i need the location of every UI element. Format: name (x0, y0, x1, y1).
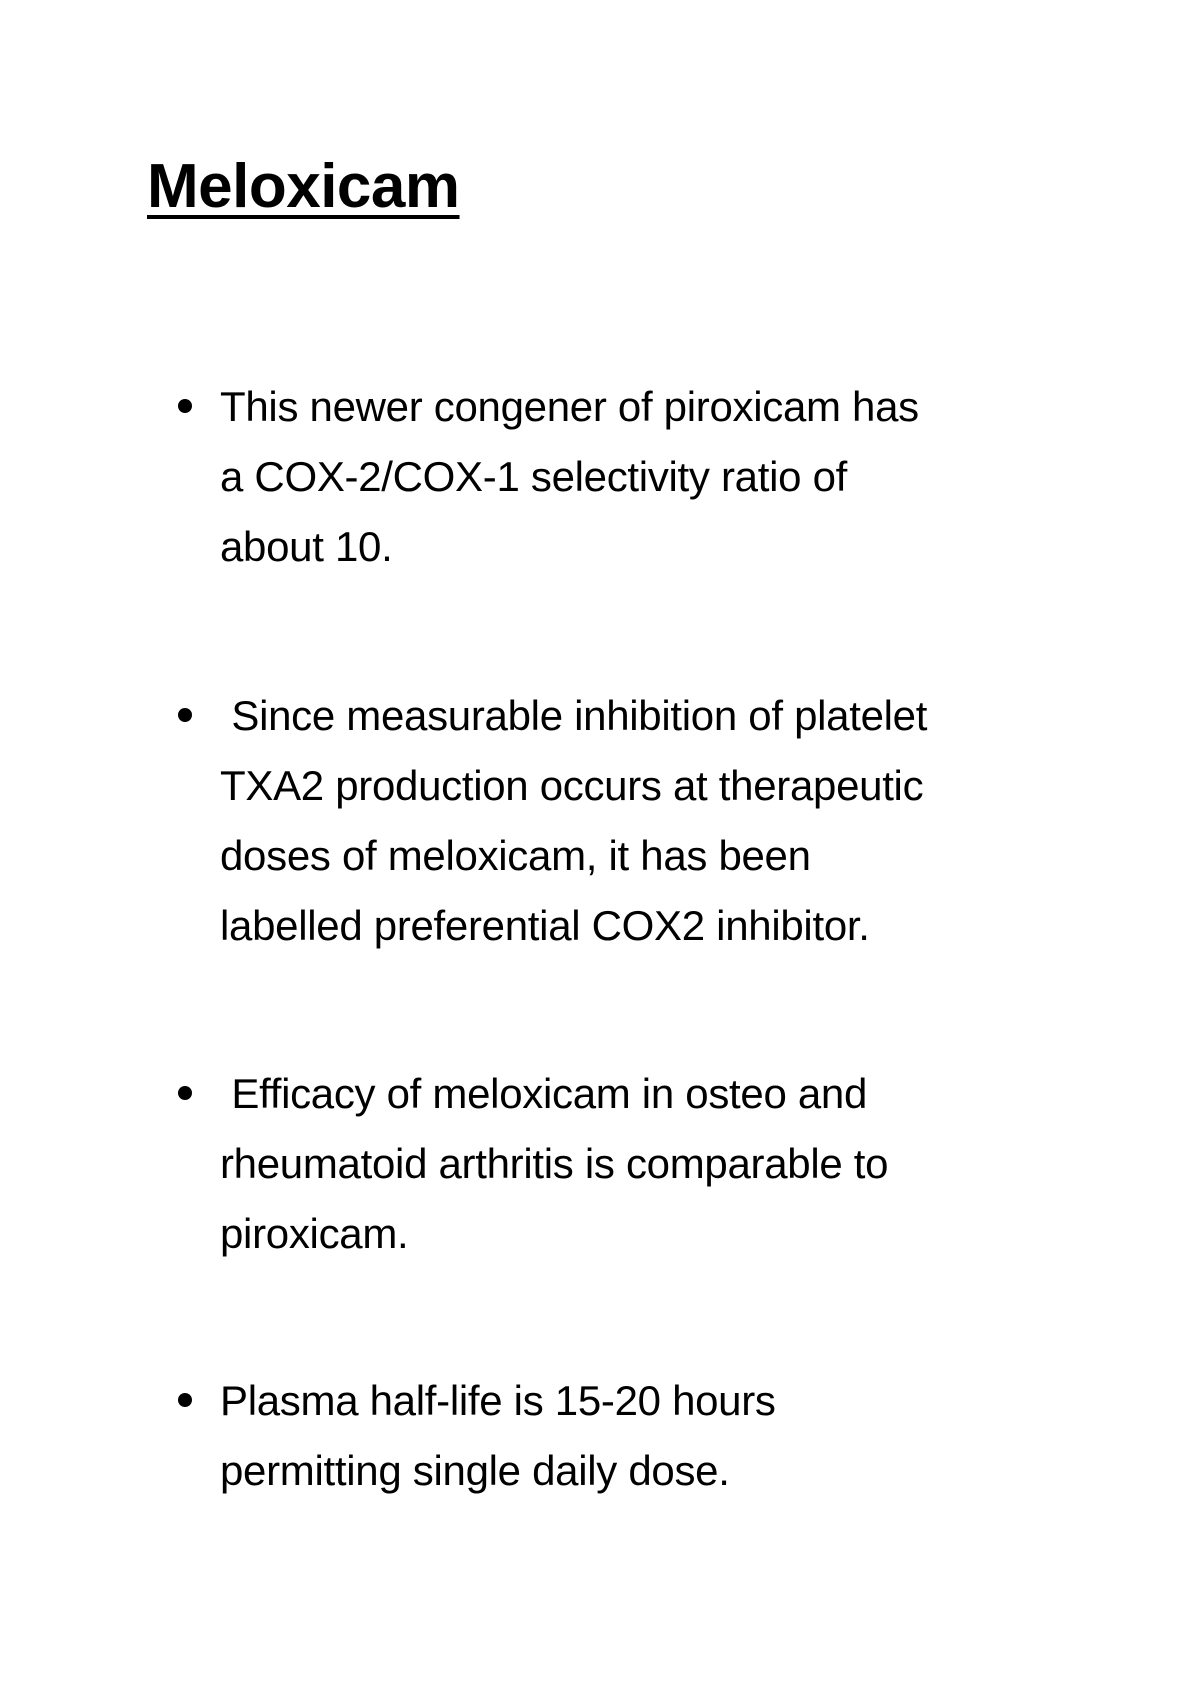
bullet-text: This newer congener of piroxicam has a COX-2/COX-1 selectivity ratio of about 10. (220, 383, 919, 570)
bullet-icon (178, 708, 192, 722)
bullet-text: Efficacy of meloxicam in osteo and rheumatoid arthritis is comparable to piroxicam. (220, 1070, 889, 1257)
bullet-text: Since measurable inhibition of platelet TXA2 production occurs at therapeutic doses of meloxicam, it has been labelled preferential COX2 inhibitor. (220, 692, 928, 949)
bullet-icon (178, 1393, 192, 1407)
list-item (178, 681, 1098, 961)
list-item (178, 1366, 1098, 1506)
list-item (178, 372, 1098, 582)
list-item (178, 1059, 1098, 1269)
bullet-icon (178, 1086, 192, 1100)
page-title: Meloxicam (147, 152, 460, 221)
bullet-icon (178, 399, 192, 413)
bullet-text: Plasma half-life is 15-20 hours permitting single daily dose. (220, 1377, 776, 1494)
